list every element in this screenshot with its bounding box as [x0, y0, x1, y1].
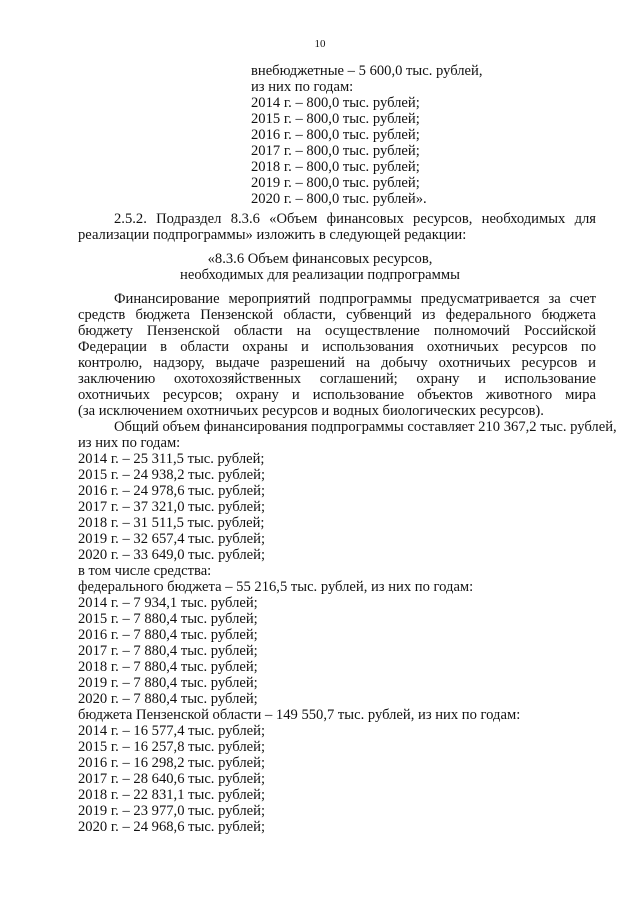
total-line-2: из них по годам: — [78, 435, 181, 451]
section-heading-line-2: необходимых для реализации подпрограммы — [180, 267, 460, 283]
financing-line: бюджету Пензенской области на осуществление полномочий Российской — [78, 323, 596, 339]
including-label: в том числе средства: — [78, 563, 212, 579]
list-item: 2017 г. – 37 321,0 тыс. рублей; — [78, 499, 265, 515]
list-item: 2014 г. – 16 577,4 тыс. рублей; — [78, 723, 265, 739]
list-item: 2016 г. – 16 298,2 тыс. рублей; — [78, 755, 265, 771]
page-number: 10 — [314, 38, 326, 50]
financing-line: средств бюджета Пензенской области, субвенций из федерального бюджета — [78, 307, 596, 323]
financing-last-line: (за исключением охотничьих ресурсов и водных биологических ресурсов). — [78, 403, 544, 419]
list-item: 2018 г. – 31 511,5 тыс. рублей; — [78, 515, 265, 531]
total-line-1: Общий объем финансирования подпрограммы составляет 210 367,2 тыс. рублей, — [114, 419, 617, 435]
list-item: 2016 г. – 7 880,4 тыс. рублей; — [78, 627, 258, 643]
list-item: 2017 г. – 7 880,4 тыс. рублей; — [78, 643, 258, 659]
financing-line: Федерации в области охраны и использования охотничьих ресурсов по — [78, 339, 596, 355]
federal-heading: федерального бюджета – 55 216,5 тыс. рублей, из них по годам: — [78, 579, 474, 595]
extrabudget-line: из них по годам: — [251, 79, 354, 95]
regional-heading: бюджета Пензенской области – 149 550,7 тыс. рублей, из них по годам: — [78, 707, 521, 723]
list-item: 2015 г. – 16 257,8 тыс. рублей; — [78, 739, 265, 755]
extrabudget-line: 2020 г. – 800,0 тыс. рублей». — [251, 191, 427, 207]
amendment-line-2: реализации подпрограммы» изложить в следующей редакции: — [78, 227, 467, 243]
extrabudget-line: 2015 г. – 800,0 тыс. рублей; — [251, 111, 420, 127]
extrabudget-block — [251, 63, 483, 207]
list-item: 2020 г. – 33 649,0 тыс. рублей; — [78, 547, 265, 563]
total-by-year-list — [78, 451, 520, 835]
list-item: 2020 г. – 7 880,4 тыс. рублей; — [78, 691, 258, 707]
list-item: 2015 г. – 24 938,2 тыс. рублей; — [78, 467, 265, 483]
financing-line: заключению охотохозяйственных соглашений; охрану и использование — [78, 371, 596, 387]
extrabudget-line: 2018 г. – 800,0 тыс. рублей; — [251, 159, 420, 175]
list-item: 2019 г. – 7 880,4 тыс. рублей; — [78, 675, 258, 691]
extrabudget-line: 2019 г. – 800,0 тыс. рублей; — [251, 175, 420, 191]
list-item: 2019 г. – 32 657,4 тыс. рублей; — [78, 531, 265, 547]
extrabudget-line: 2017 г. – 800,0 тыс. рублей; — [251, 143, 420, 159]
extrabudget-line: 2014 г. – 800,0 тыс. рублей; — [251, 95, 420, 111]
list-item: 2015 г. – 7 880,4 тыс. рублей; — [78, 611, 258, 627]
list-item: 2017 г. – 28 640,6 тыс. рублей; — [78, 771, 265, 787]
amendment-line-1: 2.5.2. Подраздел 8.3.6 «Объем финансовых ресурсов, необходимых для — [114, 211, 596, 227]
financing-line: Финансирование мероприятий подпрограммы предусматривается за счет — [114, 291, 596, 307]
list-item: 2016 г. – 24 978,6 тыс. рублей; — [78, 483, 265, 499]
list-item: 2018 г. – 22 831,1 тыс. рублей; — [78, 787, 265, 803]
extrabudget-line: внебюджетные – 5 600,0 тыс. рублей, — [251, 63, 483, 79]
list-item: 2020 г. – 24 968,6 тыс. рублей; — [78, 819, 265, 835]
financing-line: охотничьих ресурсов; охрану и использование объектов животного мира — [78, 387, 596, 403]
list-item: 2014 г. – 7 934,1 тыс. рублей; — [78, 595, 258, 611]
financing-line: контролю, надзору, выдаче разрешений на добычу охотничьих ресурсов и — [78, 355, 596, 371]
list-item: 2019 г. – 23 977,0 тыс. рублей; — [78, 803, 265, 819]
list-item: 2014 г. – 25 311,5 тыс. рублей; — [78, 451, 265, 467]
section-heading-line-1: «8.3.6 Объем финансовых ресурсов, — [207, 251, 433, 267]
extrabudget-line: 2016 г. – 800,0 тыс. рублей; — [251, 127, 420, 143]
list-item: 2018 г. – 7 880,4 тыс. рублей; — [78, 659, 258, 675]
